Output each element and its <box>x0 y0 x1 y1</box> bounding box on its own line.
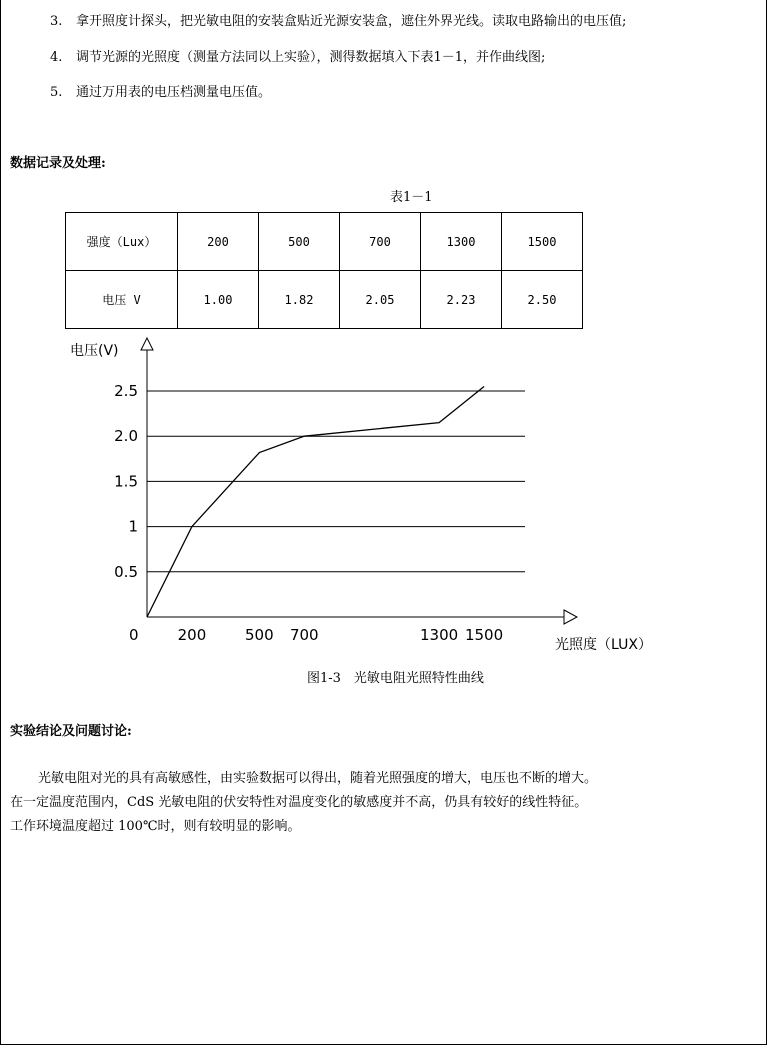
chart-grid <box>147 391 525 572</box>
step-3 <box>50 10 626 29</box>
x-tick-label: 700 <box>289 626 319 644</box>
voltage-cell: 2.50 <box>502 271 583 329</box>
x-axis-arrow <box>564 610 577 624</box>
origin-label: 0 <box>129 626 139 644</box>
voltage-cell: 1.82 <box>259 271 340 329</box>
y-tick-label: 0.5 <box>114 562 138 581</box>
table-row <box>66 213 583 271</box>
step-text: 拿开照度计探头，把光敏电阻的安装盒贴近光源安装盒，遮住外界光线。读取电路输出的电压值; <box>76 14 627 29</box>
x-tick-label: 1300 <box>420 626 459 644</box>
conclusion-line-1: 光敏电阻对光的具有高敏感性，由实验数据可以得出，随着光照强度的增大，电压也不断的增大。 <box>38 771 598 786</box>
intensity-cell: 500 <box>259 213 340 271</box>
table-caption: 表1－1 <box>390 190 433 205</box>
row-label-voltage: 电压 V <box>66 271 178 329</box>
intensity-cell: 1500 <box>502 213 583 271</box>
x-tick-label: 500 <box>245 626 274 644</box>
voltage-cell: 2.05 <box>340 271 421 329</box>
x-tick-label: 1500 <box>464 626 504 644</box>
conclusion-line-3: 工作环境温度超过 100℃时，则有较明显的影响。 <box>10 819 301 834</box>
step-number: 4. <box>50 50 63 65</box>
y-axis-arrow <box>141 338 153 350</box>
voltage-cell: 2.23 <box>421 271 502 329</box>
section-title-data: 数据记录及处理: <box>10 156 106 171</box>
series-line <box>147 387 484 618</box>
step-number: 3. <box>50 14 63 29</box>
y-tick-label: 2.0 <box>114 427 138 446</box>
step-4 <box>50 46 545 65</box>
chart-caption: 图1-3 光敏电阻光照特性曲线 <box>307 671 484 686</box>
data-table <box>65 212 583 329</box>
step-number: 5. <box>50 85 63 100</box>
voltage-cell: 1.00 <box>178 271 259 329</box>
step-text: 调节光源的光照度（测量方法同以上实验），测得数据填入下表1－1，并作曲线图; <box>76 50 546 65</box>
row-label-intensity: 强度（Lux） <box>66 213 178 271</box>
x-tick-labels <box>178 626 504 644</box>
x-axis-label: 光照度（LUX） <box>555 637 652 653</box>
y-tick-label: 2.5 <box>114 382 138 400</box>
step-5 <box>50 81 271 100</box>
table-row <box>66 271 583 329</box>
y-axis-label: 电压(V) <box>70 343 119 359</box>
step-text: 通过万用表的电压档测量电压值。 <box>76 85 272 100</box>
y-tick-label: 1 <box>128 517 138 536</box>
intensity-cell: 700 <box>340 213 421 271</box>
conclusion-line-2: 在一定温度范围内，CdS 光敏电阻的伏安特性对温度变化的敏感度并不高，仍具有较好的线性特征。 <box>10 795 588 810</box>
y-tick-labels <box>114 382 138 581</box>
intensity-cell: 1300 <box>421 213 502 271</box>
section-title-conclusion: 实验结论及问题讨论: <box>10 724 132 739</box>
voltage-chart <box>0 330 767 660</box>
intensity-cell: 200 <box>178 213 259 271</box>
y-tick-label: 1.5 <box>114 472 138 491</box>
x-tick-label: 200 <box>177 626 207 644</box>
